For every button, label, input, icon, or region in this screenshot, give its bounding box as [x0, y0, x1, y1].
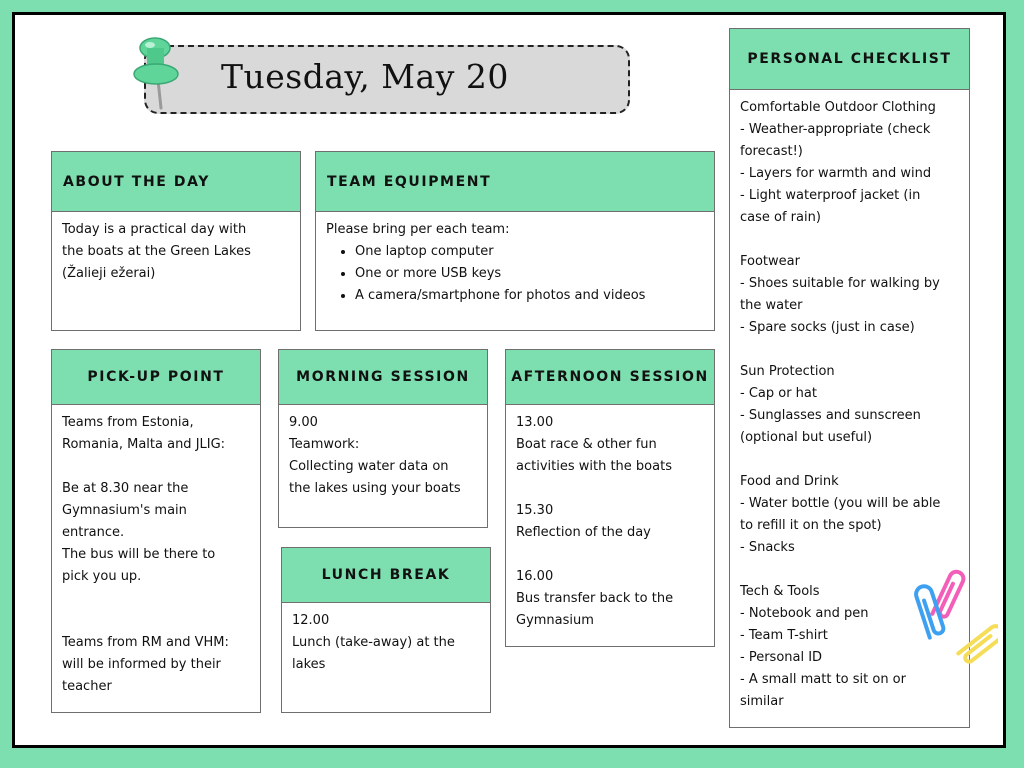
- morning-line: Teamwork:: [289, 437, 360, 452]
- pickup-line: Teams from Estonia,: [62, 415, 194, 430]
- pickup-line: entrance.: [62, 525, 125, 540]
- afternoon-line: Bus transfer back to the: [516, 591, 674, 606]
- pickup-card: [51, 349, 261, 713]
- about-card: [51, 151, 301, 331]
- pickup-line: Romania, Malta and JLIG:: [62, 437, 226, 452]
- about-line: the boats at the Green Lakes: [62, 244, 251, 259]
- morning-card: [278, 349, 488, 528]
- title-banner: [144, 45, 630, 114]
- checklist-line: Sun Protection: [740, 364, 835, 379]
- checklist-line: - Shoes suitable for walking by: [740, 276, 940, 291]
- pickup-body: [52, 405, 260, 705]
- pickup-heading: PICK-UP POINT: [52, 350, 260, 405]
- checklist-line: Food and Drink: [740, 474, 839, 489]
- pickup-line: pick you up.: [62, 569, 142, 584]
- page-title: Tuesday, May 20: [221, 57, 509, 96]
- morning-line: Collecting water data on: [289, 459, 449, 474]
- checklist-line: - Weather-appropriate (check: [740, 122, 931, 137]
- pickup-line: Teams from RM and VHM:: [62, 635, 229, 650]
- afternoon-heading: AFTERNOON SESSION: [506, 350, 714, 405]
- checklist-line: to refill it on the spot): [740, 518, 882, 533]
- afternoon-line: Gymnasium: [516, 613, 594, 628]
- afternoon-body: [506, 405, 714, 639]
- about-body: [52, 212, 300, 292]
- pickup-line: will be informed by their: [62, 657, 221, 672]
- list-item: • A camera/smartphone for photos and videos: [355, 285, 704, 307]
- checklist-line: - A small matt to sit on or: [740, 672, 906, 687]
- lunch-body: [282, 603, 490, 683]
- checklist-line: case of rain): [740, 210, 821, 225]
- checklist-line: - Spare socks (just in case): [740, 320, 915, 335]
- checklist-heading: PERSONAL CHECKLIST: [730, 29, 969, 90]
- checklist-line: - Personal ID: [740, 650, 823, 665]
- list-item: • One laptop computer: [355, 241, 704, 263]
- pushpin-icon: [128, 36, 184, 110]
- pickup-line: Be at 8.30 near the: [62, 481, 189, 496]
- checklist-line: Footwear: [740, 254, 800, 269]
- checklist-line: Comfortable Outdoor Clothing: [740, 100, 936, 115]
- paperclip-icon: [902, 560, 998, 680]
- pickup-line: Gymnasium's main: [62, 503, 187, 518]
- morning-heading: MORNING SESSION: [279, 350, 487, 405]
- about-heading: ABOUT THE DAY: [52, 152, 300, 212]
- equipment-body: [316, 212, 714, 314]
- checklist-line: - Snacks: [740, 540, 795, 555]
- equipment-heading: TEAM EQUIPMENT: [316, 152, 714, 212]
- lunch-line: Lunch (take-away) at the: [292, 635, 455, 650]
- morning-line: the lakes using your boats: [289, 481, 461, 496]
- lunch-line: 12.00: [292, 613, 330, 628]
- afternoon-card: [505, 349, 715, 647]
- lunch-line: lakes: [292, 657, 326, 672]
- lunch-card: [281, 547, 491, 713]
- morning-body: [279, 405, 487, 507]
- lunch-heading: LUNCH BREAK: [282, 548, 490, 603]
- morning-line: 9.00: [289, 415, 318, 430]
- equipment-list: [326, 241, 704, 307]
- checklist-line: similar: [740, 694, 784, 709]
- checklist-line: forecast!): [740, 144, 803, 159]
- checklist-line: (optional but useful): [740, 430, 873, 445]
- about-line: Today is a practical day with: [62, 222, 247, 237]
- checklist-line: - Layers for warmth and wind: [740, 166, 932, 181]
- equipment-intro: Please bring per each team:: [326, 222, 510, 237]
- afternoon-line: Boat race & other fun: [516, 437, 657, 452]
- checklist-line: - Water bottle (you will be able: [740, 496, 941, 511]
- afternoon-line: activities with the boats: [516, 459, 672, 474]
- checklist-line: the water: [740, 298, 803, 313]
- afternoon-line: Reflection of the day: [516, 525, 651, 540]
- afternoon-line: 13.00: [516, 415, 554, 430]
- list-item: • One or more USB keys: [355, 263, 704, 285]
- checklist-line: - Sunglasses and sunscreen: [740, 408, 921, 423]
- checklist-line: - Team T-shirt: [740, 628, 828, 643]
- afternoon-line: 15.30: [516, 503, 554, 518]
- checklist-line: - Notebook and pen: [740, 606, 869, 621]
- afternoon-line: 16.00: [516, 569, 554, 584]
- checklist-line: - Light waterproof jacket (in: [740, 188, 921, 203]
- pickup-line: The bus will be there to: [62, 547, 216, 562]
- checklist-line: - Cap or hat: [740, 386, 817, 401]
- checklist-line: Tech & Tools: [740, 584, 820, 599]
- about-line: (Žalieji ežerai): [62, 266, 156, 281]
- equipment-card: [315, 151, 715, 331]
- pickup-line: teacher: [62, 679, 112, 694]
